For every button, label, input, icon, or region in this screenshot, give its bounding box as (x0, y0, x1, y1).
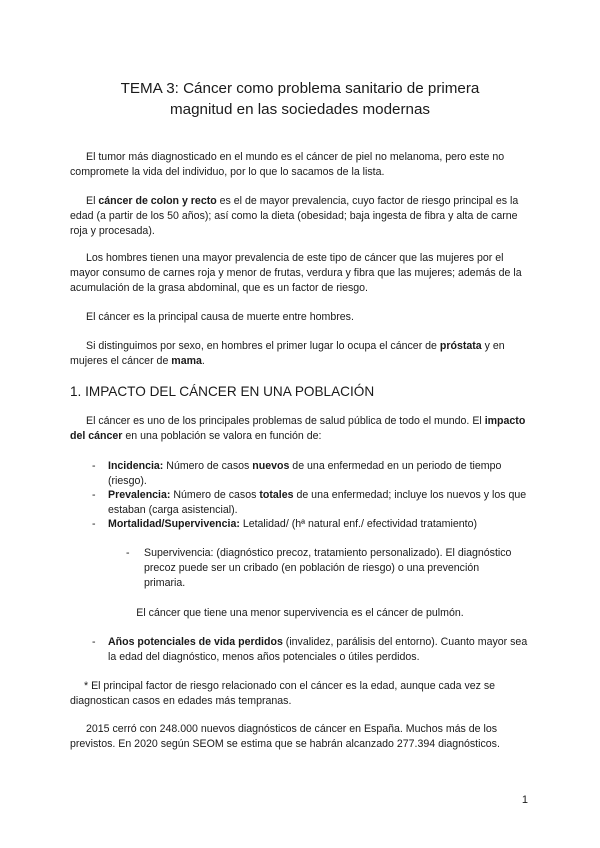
item-text: Letalidad/ (hª natural enf./ efectividad tratamiento) (239, 518, 477, 530)
bullet-dash: - (92, 518, 96, 530)
paragraph-men-prevalence (70, 251, 530, 297)
section-heading: 1. IMPACTO DEL CÁNCER EN UNA POBLACIÓN (70, 384, 375, 399)
paragraph-text: es el de mayor prevalencia, cuyo factor de riesgo principal es la edad (a partir de los 50 años); así como la dieta (obesidad; baja ingesta de fibra y alta de carne roja y procesada). (70, 195, 519, 238)
page-number: 1 (521, 794, 528, 806)
paragraph-text: Los hombres tienen una mayor prevalencia de este tipo de cáncer que las mujeres por el mayor consumo de carnes roja y menor de frutas, verdura y fibra que las mujeres; además de la acumulación de la grasa abdominal, que es un factor de riesgo. (70, 252, 522, 295)
sub-bullet-dash: - (126, 547, 130, 559)
paragraph-colon-cancer (70, 194, 530, 240)
footnote-age (70, 679, 530, 709)
bold-term: Prevalencia: (108, 489, 171, 501)
bold-term: próstata (439, 340, 482, 352)
paragraph-text: 2015 cerró con 248.000 nuevos diagnósticos de cáncer en España. Muchos más de los previstos. En 2020 según SEOM se estima que se habrán alcanzado 277.394 diagnósticos. (70, 723, 500, 751)
paragraph-text: El tumor más diagnosticado en el mundo es el cáncer de piel no melanoma, pero este no compromete la vida del individuo, por lo que lo sacamos de la lista. (70, 151, 505, 179)
paragraph-skin-cancer (70, 150, 530, 180)
paragraph-death-cause (70, 310, 530, 325)
paragraph-text: * El principal factor de riesgo relacionado con el cáncer es la edad, aunque cada vez se diagnostican casos en edades más tempranas. (70, 680, 496, 708)
title-line-2: magnitud en las sociedades modernas (169, 101, 431, 118)
bold-term: cáncer de colon y recto (98, 195, 217, 207)
paragraph-statistics (70, 722, 530, 752)
title-line-1: TEMA 3: Cáncer como problema sanitario de primera (120, 80, 480, 97)
paragraph-text: y en mujeres el cáncer de (70, 340, 505, 368)
bold-term: impacto del cáncer (70, 415, 526, 443)
bold-term: Mortalidad/Supervivencia: (108, 518, 240, 530)
paragraph-text: El cáncer es la principal causa de muerte entre hombres. (86, 311, 354, 323)
lung-cancer-note: El cáncer que tiene una menor supervivencia es el cáncer de pulmón. (136, 607, 464, 619)
section-intro (70, 414, 530, 444)
document-title (60, 78, 540, 120)
paragraph-text: . (201, 355, 205, 368)
list-item-years-lost (108, 635, 528, 665)
bold-term: totales (259, 489, 294, 501)
item-text: (invalidez, parálisis del entorno). Cuanto mayor sea la edad del diagnóstico, menos años potenciales o útiles perdidos. (108, 636, 528, 664)
bullet-dash: - (92, 636, 96, 648)
paragraph-text: Si distinguimos por sexo, en hombres el primer lugar lo ocupa el cáncer de (86, 340, 440, 352)
item-text: de una enfermedad; incluye los nuevos y los que estaban (carga asistencial). (108, 489, 527, 517)
paragraph-by-sex (70, 339, 530, 369)
item-text: de una enfermedad en un periodo de tiempo (riesgo). (108, 460, 502, 488)
bullet-dash: - (92, 460, 96, 472)
list-item-prevalence (108, 488, 528, 518)
paragraph-text: El cáncer es uno de los principales problemas de salud pública de todo el mundo. El (86, 415, 485, 427)
bold-term: mama (171, 355, 202, 368)
paragraph-text: en una población se valora en función de: (122, 430, 322, 443)
item-text: Número de casos (163, 460, 253, 472)
bold-term: nuevos (252, 460, 290, 472)
list-item-incidence (108, 459, 528, 489)
bold-term: Años potenciales de vida perdidos (108, 636, 283, 648)
item-text: Número de casos (170, 489, 260, 501)
bullet-dash: - (92, 489, 96, 501)
bold-term: Incidencia: (108, 460, 164, 472)
sub-list-item-survival: Supervivencia: (diagnóstico precoz, tratamiento personalizado). El diagnóstico precoz puede ser un cribado (en población de riesgo) o una prevención primaria. (144, 547, 512, 590)
list-item-mortality (108, 517, 528, 532)
paragraph-text: El (86, 195, 99, 207)
